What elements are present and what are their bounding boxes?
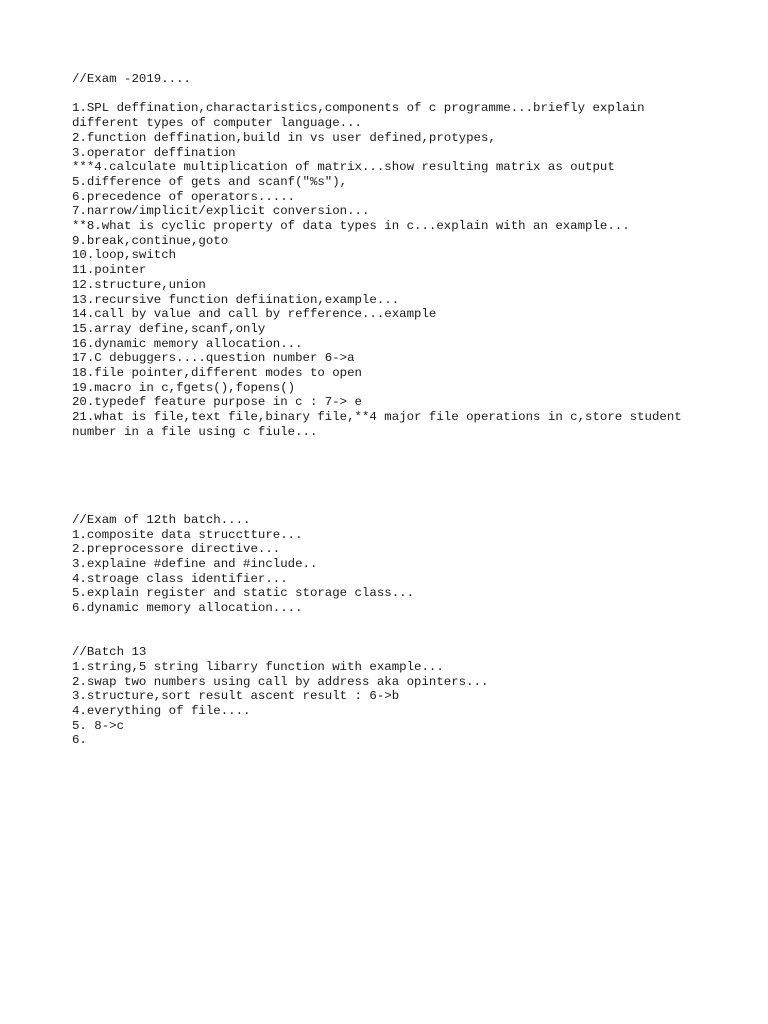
list-item: 14.call by value and call by refference...example	[72, 307, 437, 322]
section-heading: //Batch 13	[72, 645, 147, 660]
list-item: 6.dynamic memory allocation....	[72, 601, 303, 616]
list-item: 2.preprocessore directive...	[72, 542, 281, 557]
spacer	[72, 87, 712, 102]
list-item: 15.array define,scanf,only	[72, 321, 266, 336]
list-item: 19.macro in c,fgets(),fopens()	[72, 380, 296, 395]
section-heading: //Exam -2019....	[72, 72, 191, 86]
list-item: 16.dynamic memory allocation...	[72, 336, 303, 351]
list-item: 9.break,continue,goto	[72, 233, 229, 248]
list-item: 6.	[72, 733, 87, 748]
list-item: 10.loop,switch	[72, 248, 177, 263]
list-item: 21.what is file,text file,binary file,**4 major file operations in c,store student number in a file using c fiule...	[72, 410, 690, 439]
spacer	[72, 440, 712, 484]
list-item: 3.explaine #define and #include..	[72, 557, 318, 572]
list-item: 3.operator deffination	[72, 145, 236, 160]
section-batch-13	[72, 645, 712, 748]
list-item: 13.recursive function defiination,example...	[72, 292, 400, 307]
list-item: 3.structure,sort result ascent result : 6->b	[72, 689, 400, 704]
list-item: 5. 8->c	[72, 718, 125, 733]
list-item: 20.typedef feature purpose in c : 7-> e	[72, 395, 362, 410]
list-item: 6.precedence of operators.....	[72, 189, 296, 204]
list-item: 4.stroage class identifier...	[72, 571, 288, 586]
list-item: 11.pointer	[72, 263, 147, 278]
section-exam-2019	[72, 72, 712, 440]
section-exam-12th-batch	[72, 513, 712, 616]
list-item: 18.file pointer,different modes to open	[72, 366, 362, 381]
spacer	[72, 484, 712, 513]
list-item: 17.C debuggers....question number 6->a	[72, 351, 355, 366]
section-heading: //Exam of 12th batch....	[72, 512, 251, 527]
list-item: 4.everything of file....	[72, 704, 251, 719]
list-item: 1.string,5 string libarry function with example...	[72, 659, 444, 674]
document-page	[72, 72, 712, 748]
list-item: **8.what is cyclic property of data types in c...explain with an example...	[72, 219, 630, 234]
spacer	[72, 616, 712, 645]
list-item: 2.swap two numbers using call by address aka opinters...	[72, 674, 489, 689]
list-item: 12.structure,union	[72, 277, 206, 292]
list-item: 1.SPL deffination,charactaristics,components of c programme...briefly explain different types of computer language...	[72, 101, 652, 131]
list-item: 1.composite data strucctture...	[72, 527, 303, 542]
list-item: 5.difference of gets and scanf("%s"),	[72, 174, 348, 189]
list-item: 2.function deffination,build in vs user defined,protypes,	[72, 130, 496, 145]
list-item: 5.explain register and static storage class...	[72, 586, 415, 601]
list-item: 7.narrow/implicit/explicit conversion...	[72, 204, 370, 219]
list-item: ***4.calculate multiplication of matrix...show resulting matrix as output	[72, 160, 615, 175]
